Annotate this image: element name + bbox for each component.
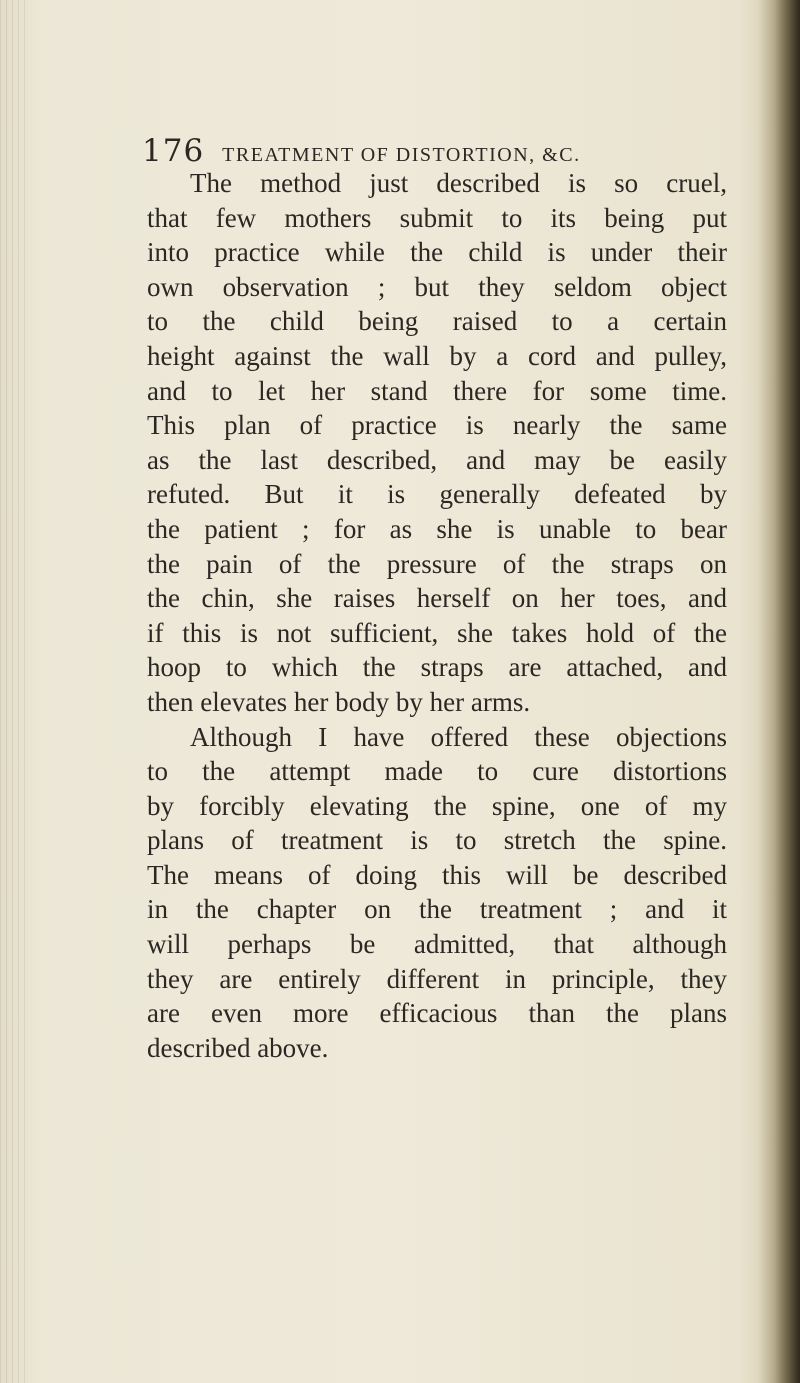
running-head: TREATMENT OF DISTORTION, &C. — [222, 144, 581, 166]
text-line: as the last described, and may be easily — [147, 444, 727, 475]
text-line: This plan of practice is nearly the same — [147, 410, 727, 441]
text-line: to the attempt made to cure distortions — [147, 756, 727, 787]
right-binding-shadow — [758, 0, 800, 1383]
text-line: The method just described is so cruel, — [190, 168, 727, 198]
text-line: and to let her stand there for some time. — [147, 375, 727, 406]
page-header — [142, 133, 682, 169]
paragraph-2 — [147, 720, 727, 1066]
body-text — [147, 166, 727, 1065]
text-line: they are entirely different in principle, they — [147, 963, 727, 994]
text-line: the patient ; for as she is unable to bear — [147, 513, 727, 544]
text-line: hoop to which the straps are attached, and — [147, 652, 727, 683]
text-line: are even more efficacious than the plans — [147, 998, 727, 1029]
text-line: Although I have offered these objections — [190, 721, 727, 752]
text-line: in the chapter on the treatment ; and it — [147, 894, 727, 925]
text-line: height against the wall by a cord and pulley, — [147, 340, 727, 371]
left-gutter-shadow — [0, 0, 30, 1383]
text-line: then elevates her body by her arms. — [147, 686, 531, 717]
page-number: 176 — [142, 133, 205, 169]
text-line: if this is not sufficient, she takes hold of the — [147, 617, 727, 648]
text-line: by forcibly elevating the spine, one of my — [147, 790, 727, 821]
text-line: that few mothers submit to its being put — [147, 202, 727, 233]
text-line: plans of treatment is to stretch the spine. — [147, 825, 727, 856]
text-line: will perhaps be admitted, that although — [147, 929, 727, 960]
text-line: own observation ; but they seldom object — [147, 271, 727, 302]
text-line: the chin, she raises herself on her toes, and — [147, 583, 727, 614]
text-line: refuted. But it is generally defeated by — [147, 479, 727, 510]
paragraph-1 — [147, 166, 727, 720]
text-line: the pain of the pressure of the straps on — [147, 548, 727, 579]
text-line: to the child being raised to a certain — [147, 306, 727, 337]
text-line: into practice while the child is under their — [147, 237, 727, 268]
text-line: described above. — [147, 1032, 329, 1063]
text-line: The means of doing this will be described — [147, 859, 727, 890]
